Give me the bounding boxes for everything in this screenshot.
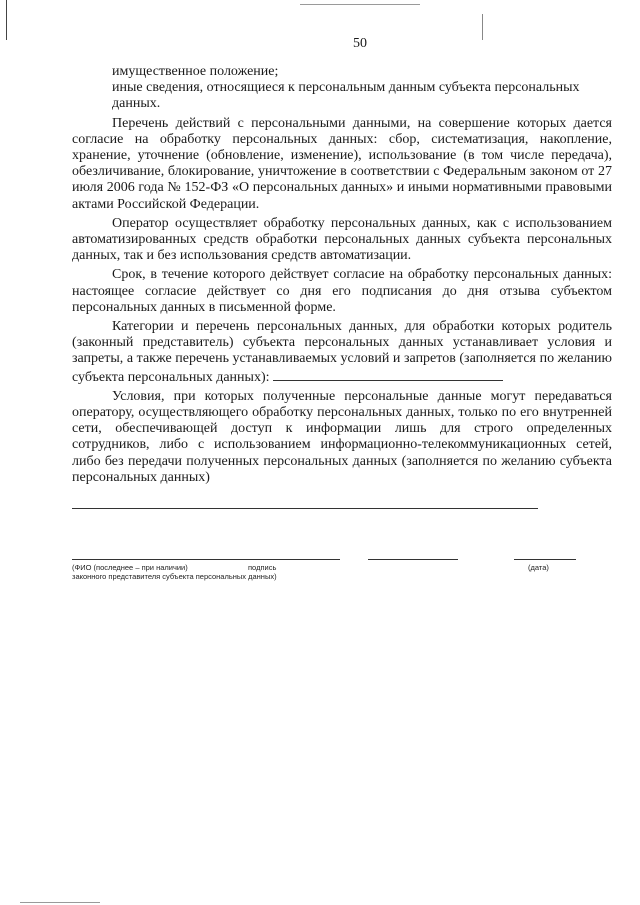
signature-label: подпись xyxy=(248,563,277,572)
paragraph-operator: Оператор осуществляет обработку персональных данных, как с использованием автоматизированных средств обработки персональных данных субъекта персональных данных, так и без использования средств автоматизации. xyxy=(72,215,612,264)
paragraph-categories xyxy=(72,319,612,386)
paragraph-categories-text: Категории и перечень персональных данных, для обработки которых родитель (законный представитель) субъекта персональных данных устанавливает условия и запреты, а также перечень устанавливаемых условий и запретов (заполняется по желанию субъекта персональных данных): xyxy=(72,319,612,385)
scan-mark xyxy=(20,902,100,903)
page-number: 50 xyxy=(353,36,367,51)
fio-label: (ФИО (последнее – при наличии) xyxy=(72,563,188,572)
document-body xyxy=(72,64,612,486)
signature-line xyxy=(368,559,458,560)
categories-blank-line xyxy=(273,368,503,381)
paragraph-conditions: Условия, при которых полученные персональные данные могут передаваться оператору, осуществляющего обработку персональных данных, только по его внутренней сети, обеспечивающей доступ к информации лишь для строго определенных сотрудников, либо с использованием информационно-телекоммуникационных сетей, либо без передачи полученных персональных данных (заполняется по желанию субъекта персональных данных) xyxy=(72,388,612,485)
list-item: имущественное положение; xyxy=(112,64,279,79)
scan-mark xyxy=(300,4,420,5)
paragraph-actions: Перечень действий с персональными данными, на совершение которых дается согласие на обработку персональных данных: сбор, систематизация, накопление, хранение, уточнение (обновление, изменение), использование (в том числе передача), обезличивание, блокирование, уничтожение в соответствии с Федеральным законом от 27 июля 2006 года № 152-ФЗ «О персональных данных» и иными нормативными правовыми актами Российской Федерации. xyxy=(72,115,612,212)
list-item: иные сведения, относящиеся к персональным данным субъекта персональных xyxy=(112,80,580,96)
list-item-continuation: данных. xyxy=(112,96,161,112)
paragraph-term: Срок, в течение которого действует согласие на обработку персональных данных: настоящее согласие действует со дня его подписания до дня отзыва субъектом персональных данных в письменной форме. xyxy=(72,267,612,315)
scan-edge-line xyxy=(6,0,7,40)
representative-label: законного представителя субъекта персональных данных) xyxy=(72,572,277,581)
date-line xyxy=(514,559,576,560)
fio-line xyxy=(72,559,340,560)
conditions-blank-line xyxy=(72,508,538,509)
date-label: (дата) xyxy=(528,563,549,572)
